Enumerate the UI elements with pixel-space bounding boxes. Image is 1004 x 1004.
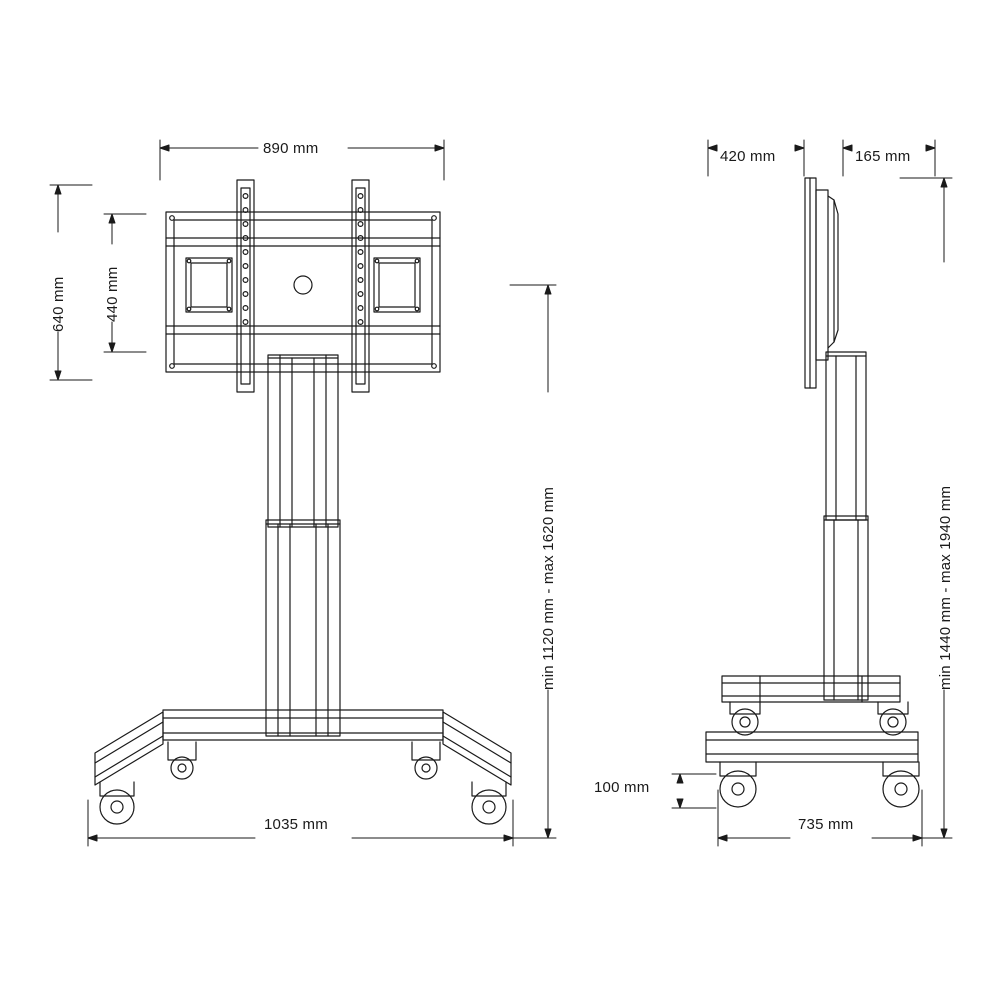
base-frame-side-rear <box>722 676 900 702</box>
dim-label-165: 165 mm <box>855 148 911 165</box>
dim-label-side-height-range: min 1440 mm - max 1940 mm <box>937 485 954 690</box>
dim-label-420: 420 mm <box>720 148 776 165</box>
casters-front <box>100 742 506 824</box>
mount-side-plates <box>186 258 420 312</box>
center-boss <box>294 276 312 294</box>
base-frame-side-front <box>706 732 918 762</box>
dim-100 <box>672 774 716 808</box>
dim-label-890: 890 mm <box>263 140 319 157</box>
column-upper-side <box>826 352 866 520</box>
display-panel-side <box>805 178 816 388</box>
dim-label-640: 640 mm <box>50 276 67 332</box>
dim-label-735: 735 mm <box>798 816 854 833</box>
dim-label-440: 440 mm <box>104 266 121 322</box>
base-frame-front <box>95 710 511 785</box>
dim-label-100: 100 mm <box>594 779 650 796</box>
column-lower-front <box>266 520 340 736</box>
dim-label-front-height-range: min 1120 mm - max 1620 mm <box>540 486 557 690</box>
mount-bracket-side <box>816 190 838 360</box>
column-upper-front <box>268 355 338 527</box>
vesa-mount-plate <box>166 212 440 372</box>
dim-label-1035: 1035 mm <box>264 816 328 833</box>
column-lower-side <box>824 516 868 700</box>
